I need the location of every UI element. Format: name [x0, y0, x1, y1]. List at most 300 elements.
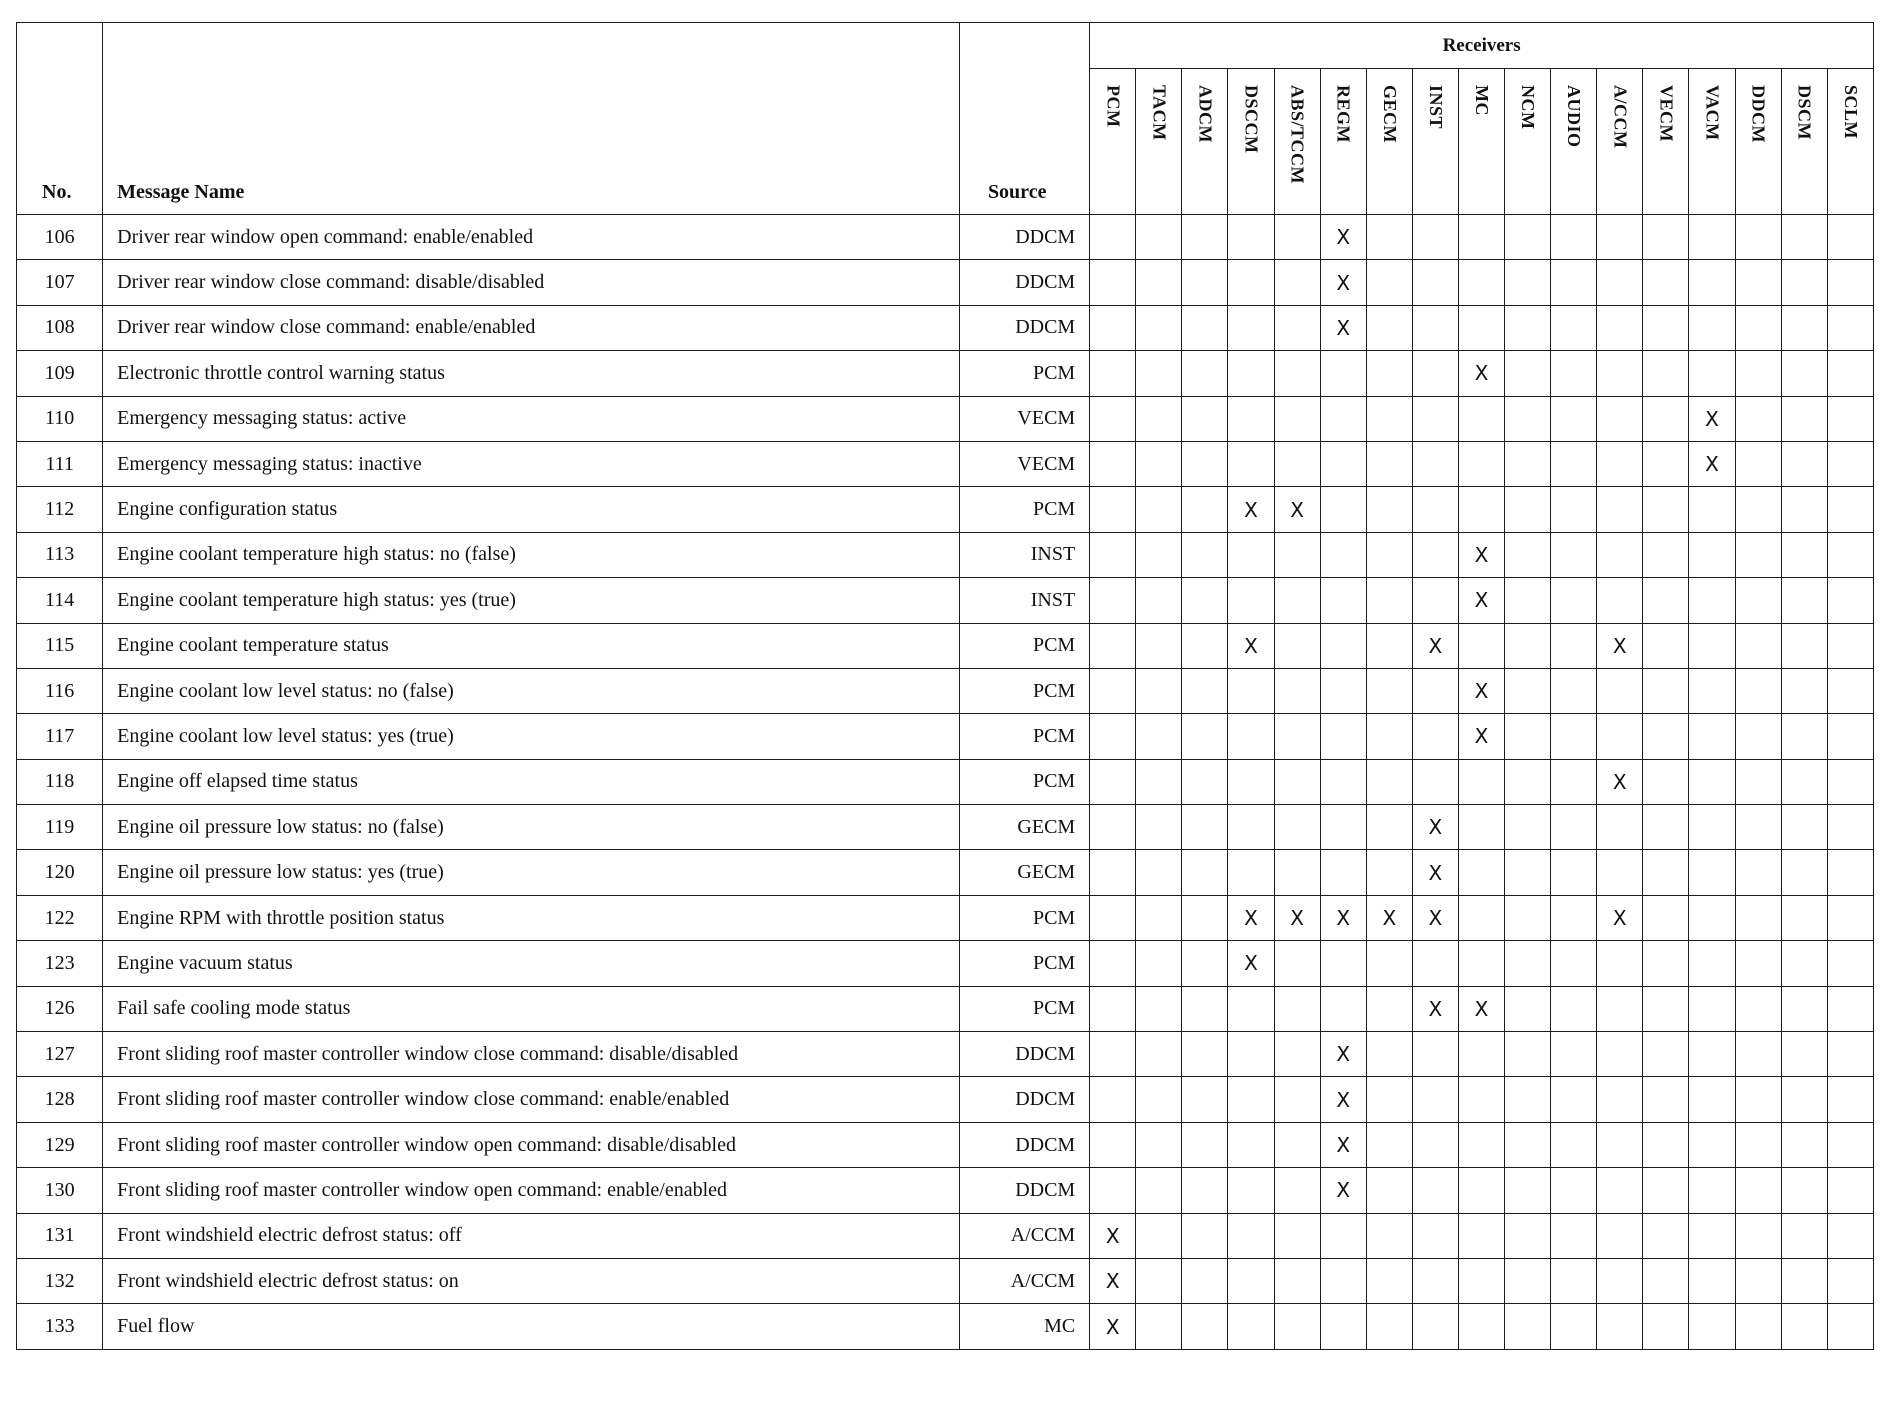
cell-receiver-mark	[1136, 1168, 1182, 1213]
cell-receiver-mark	[1505, 850, 1551, 895]
cell-receiver-mark	[1781, 1077, 1827, 1122]
cell-receiver-mark	[1551, 623, 1597, 668]
cell-source: DDCM	[959, 1122, 1089, 1167]
cell-receiver-mark	[1735, 668, 1781, 713]
cell-message-name: Engine coolant temperature high status: yes (true)	[103, 578, 960, 623]
cell-receiver-mark: X	[1320, 260, 1366, 305]
cell-receiver-mark	[1643, 623, 1689, 668]
cell-receiver-mark	[1366, 1304, 1412, 1349]
cell-receiver-mark	[1781, 396, 1827, 441]
cell-receiver-mark	[1551, 1213, 1597, 1258]
receiver-label: VACM	[1702, 85, 1723, 141]
cell-receiver-mark	[1136, 1122, 1182, 1167]
cell-receiver-mark	[1136, 668, 1182, 713]
cell-message-name: Front sliding roof master controller window open command: enable/enabled	[103, 1168, 960, 1213]
cell-source: GECM	[959, 850, 1089, 895]
cell-receiver-mark	[1643, 1032, 1689, 1077]
cell-receiver-mark	[1735, 805, 1781, 850]
cell-receiver-mark	[1505, 487, 1551, 532]
cell-receiver-mark	[1366, 487, 1412, 532]
cell-no: 110	[17, 396, 103, 441]
cell-receiver-mark	[1735, 215, 1781, 260]
cell-message-name: Engine oil pressure low status: no (false)	[103, 805, 960, 850]
cell-receiver-mark	[1505, 714, 1551, 759]
cell-receiver-mark	[1735, 351, 1781, 396]
cell-receiver-mark: X	[1458, 351, 1504, 396]
cell-receiver-mark	[1551, 1258, 1597, 1303]
receiver-label: TACM	[1149, 85, 1170, 141]
column-header-message-name: Message Name	[103, 23, 960, 215]
table-row	[17, 441, 1874, 486]
column-header-receiver	[1090, 69, 1136, 215]
cell-receiver-mark	[1735, 532, 1781, 577]
cell-receiver-mark	[1643, 1122, 1689, 1167]
cell-receiver-mark	[1274, 396, 1320, 441]
cell-receiver-mark	[1643, 1077, 1689, 1122]
cell-no: 117	[17, 714, 103, 759]
cell-receiver-mark	[1643, 714, 1689, 759]
cell-no: 122	[17, 895, 103, 940]
cell-receiver-mark	[1643, 215, 1689, 260]
cell-receiver-mark	[1274, 305, 1320, 350]
cell-receiver-mark	[1597, 1258, 1643, 1303]
cell-receiver-mark	[1274, 1258, 1320, 1303]
cell-receiver-mark	[1597, 668, 1643, 713]
cell-source: GECM	[959, 805, 1089, 850]
cell-source: VECM	[959, 441, 1089, 486]
table-row	[17, 623, 1874, 668]
cell-receiver-mark	[1505, 895, 1551, 940]
cell-receiver-mark	[1458, 941, 1504, 986]
cell-receiver-mark	[1182, 441, 1228, 486]
cell-receiver-mark: X	[1090, 1258, 1136, 1303]
cell-receiver-mark	[1735, 1213, 1781, 1258]
cell-no: 115	[17, 623, 103, 668]
table-row	[17, 260, 1874, 305]
cell-source: DDCM	[959, 1032, 1089, 1077]
cell-receiver-mark	[1182, 759, 1228, 804]
cell-receiver-mark	[1090, 260, 1136, 305]
cell-receiver-mark	[1827, 1077, 1873, 1122]
receiver-label-wrap	[1136, 69, 1181, 214]
cell-receiver-mark	[1505, 986, 1551, 1031]
cell-receiver-mark	[1551, 986, 1597, 1031]
cell-receiver-mark: X	[1320, 1122, 1366, 1167]
cell-receiver-mark: X	[1597, 759, 1643, 804]
cell-receiver-mark	[1274, 714, 1320, 759]
cell-message-name: Engine RPM with throttle position status	[103, 895, 960, 940]
cell-receiver-mark	[1505, 396, 1551, 441]
cell-receiver-mark	[1551, 487, 1597, 532]
cell-source: A/CCM	[959, 1258, 1089, 1303]
cell-receiver-mark	[1781, 1304, 1827, 1349]
cell-source: MC	[959, 1304, 1089, 1349]
cell-receiver-mark	[1274, 441, 1320, 486]
cell-no: 109	[17, 351, 103, 396]
cell-receiver-mark	[1320, 578, 1366, 623]
cell-receiver-mark	[1182, 260, 1228, 305]
cell-receiver-mark	[1090, 215, 1136, 260]
cell-receiver-mark	[1827, 578, 1873, 623]
cell-receiver-mark	[1597, 941, 1643, 986]
cell-receiver-mark	[1781, 215, 1827, 260]
receiver-label-wrap	[1689, 69, 1734, 214]
cell-receiver-mark	[1136, 1077, 1182, 1122]
cell-receiver-mark	[1090, 1168, 1136, 1213]
cell-receiver-mark	[1689, 986, 1735, 1031]
cell-receiver-mark	[1689, 578, 1735, 623]
cell-receiver-mark	[1320, 714, 1366, 759]
cell-receiver-mark	[1781, 895, 1827, 940]
cell-receiver-mark	[1320, 1213, 1366, 1258]
cell-receiver-mark	[1090, 441, 1136, 486]
cell-receiver-mark	[1182, 532, 1228, 577]
cell-receiver-mark	[1182, 1168, 1228, 1213]
cell-receiver-mark: X	[1320, 895, 1366, 940]
cell-receiver-mark	[1735, 1168, 1781, 1213]
cell-source: PCM	[959, 759, 1089, 804]
cell-receiver-mark	[1597, 260, 1643, 305]
cell-receiver-mark	[1827, 305, 1873, 350]
cell-receiver-mark	[1597, 1077, 1643, 1122]
cell-receiver-mark	[1182, 668, 1228, 713]
cell-receiver-mark	[1781, 1168, 1827, 1213]
cell-source: DDCM	[959, 215, 1089, 260]
cell-receiver-mark	[1182, 1032, 1228, 1077]
cell-message-name: Driver rear window close command: disable/disabled	[103, 260, 960, 305]
cell-receiver-mark	[1643, 1258, 1689, 1303]
cell-receiver-mark	[1320, 759, 1366, 804]
cell-receiver-mark	[1689, 351, 1735, 396]
cell-receiver-mark: X	[1458, 668, 1504, 713]
cell-message-name: Engine coolant temperature status	[103, 623, 960, 668]
cell-receiver-mark: X	[1458, 714, 1504, 759]
cell-receiver-mark	[1735, 305, 1781, 350]
cell-receiver-mark	[1228, 441, 1274, 486]
cell-source: PCM	[959, 941, 1089, 986]
table-row	[17, 1258, 1874, 1303]
cell-receiver-mark	[1274, 1077, 1320, 1122]
cell-receiver-mark	[1643, 1304, 1689, 1349]
column-header-source: Source	[959, 23, 1089, 215]
cell-receiver-mark	[1551, 668, 1597, 713]
cell-receiver-mark	[1366, 1213, 1412, 1258]
cell-receiver-mark	[1827, 941, 1873, 986]
cell-receiver-mark	[1366, 714, 1412, 759]
cell-receiver-mark	[1827, 1122, 1873, 1167]
cell-receiver-mark	[1735, 487, 1781, 532]
cell-receiver-mark	[1412, 1077, 1458, 1122]
cell-receiver-mark	[1689, 623, 1735, 668]
cell-no: 106	[17, 215, 103, 260]
cell-receiver-mark	[1366, 215, 1412, 260]
cell-receiver-mark: X	[1090, 1304, 1136, 1349]
cell-receiver-mark	[1228, 1168, 1274, 1213]
cell-receiver-mark	[1366, 668, 1412, 713]
cell-receiver-mark	[1136, 1032, 1182, 1077]
cell-receiver-mark	[1274, 1032, 1320, 1077]
cell-receiver-mark	[1136, 759, 1182, 804]
cell-receiver-mark	[1781, 1122, 1827, 1167]
cell-no: 132	[17, 1258, 103, 1303]
cell-receiver-mark	[1412, 759, 1458, 804]
cell-receiver-mark	[1412, 668, 1458, 713]
cell-receiver-mark	[1274, 759, 1320, 804]
cell-receiver-mark	[1412, 1213, 1458, 1258]
cell-receiver-mark	[1781, 305, 1827, 350]
cell-receiver-mark	[1597, 578, 1643, 623]
cell-receiver-mark	[1827, 215, 1873, 260]
cell-receiver-mark: X	[1228, 487, 1274, 532]
cell-receiver-mark	[1136, 895, 1182, 940]
cell-no: 113	[17, 532, 103, 577]
receiver-label-wrap	[1090, 69, 1135, 214]
cell-receiver-mark	[1689, 1122, 1735, 1167]
cell-receiver-mark	[1458, 396, 1504, 441]
cell-receiver-mark	[1136, 941, 1182, 986]
cell-receiver-mark	[1458, 895, 1504, 940]
cell-source: DDCM	[959, 260, 1089, 305]
cell-receiver-mark: X	[1412, 623, 1458, 668]
cell-receiver-mark: X	[1689, 396, 1735, 441]
cell-receiver-mark	[1827, 1032, 1873, 1077]
cell-receiver-mark: X	[1320, 305, 1366, 350]
cell-no: 128	[17, 1077, 103, 1122]
cell-receiver-mark	[1643, 759, 1689, 804]
cell-receiver-mark: X	[1597, 623, 1643, 668]
cell-receiver-mark	[1827, 850, 1873, 895]
cell-receiver-mark	[1735, 1304, 1781, 1349]
cell-receiver-mark	[1781, 805, 1827, 850]
table-row	[17, 714, 1874, 759]
cell-receiver-mark: X	[1366, 895, 1412, 940]
cell-receiver-mark	[1689, 805, 1735, 850]
cell-receiver-mark	[1551, 441, 1597, 486]
cell-receiver-mark	[1827, 1258, 1873, 1303]
cell-receiver-mark	[1228, 759, 1274, 804]
cell-receiver-mark	[1228, 850, 1274, 895]
cell-receiver-mark	[1551, 215, 1597, 260]
cell-receiver-mark	[1182, 578, 1228, 623]
cell-receiver-mark	[1689, 215, 1735, 260]
cell-receiver-mark	[1505, 668, 1551, 713]
cell-receiver-mark	[1412, 1168, 1458, 1213]
cell-receiver-mark	[1182, 1213, 1228, 1258]
cell-receiver-mark	[1689, 668, 1735, 713]
cell-receiver-mark	[1827, 714, 1873, 759]
cell-receiver-mark	[1735, 895, 1781, 940]
cell-receiver-mark	[1689, 305, 1735, 350]
cell-receiver-mark: X	[1412, 986, 1458, 1031]
cell-receiver-mark	[1182, 1077, 1228, 1122]
table-row	[17, 850, 1874, 895]
cell-receiver-mark	[1597, 1168, 1643, 1213]
cell-receiver-mark	[1090, 351, 1136, 396]
cell-receiver-mark	[1090, 941, 1136, 986]
cell-receiver-mark	[1228, 986, 1274, 1031]
cell-receiver-mark	[1182, 895, 1228, 940]
cell-receiver-mark	[1735, 1077, 1781, 1122]
cell-receiver-mark	[1366, 1258, 1412, 1303]
cell-receiver-mark: X	[1320, 1032, 1366, 1077]
cell-receiver-mark	[1090, 668, 1136, 713]
table-row	[17, 532, 1874, 577]
cell-receiver-mark: X	[1458, 578, 1504, 623]
column-header-receiver	[1228, 69, 1274, 215]
receiver-label-wrap	[1643, 69, 1688, 214]
cell-receiver-mark	[1228, 714, 1274, 759]
cell-receiver-mark	[1597, 215, 1643, 260]
cell-receiver-mark	[1689, 895, 1735, 940]
cell-no: 123	[17, 941, 103, 986]
cell-source: INST	[959, 532, 1089, 577]
cell-receiver-mark	[1505, 351, 1551, 396]
column-header-receiver	[1412, 69, 1458, 215]
cell-receiver-mark	[1781, 351, 1827, 396]
cell-receiver-mark	[1505, 532, 1551, 577]
table-row	[17, 895, 1874, 940]
column-header-receiver	[1735, 69, 1781, 215]
cell-receiver-mark	[1781, 759, 1827, 804]
cell-receiver-mark	[1551, 805, 1597, 850]
cell-no: 130	[17, 1168, 103, 1213]
column-header-no: No.	[17, 23, 103, 215]
cell-receiver-mark	[1597, 850, 1643, 895]
receiver-label: GECM	[1379, 85, 1400, 143]
column-header-receiver	[1274, 69, 1320, 215]
cell-receiver-mark	[1781, 260, 1827, 305]
cell-receiver-mark	[1136, 1304, 1182, 1349]
cell-receiver-mark	[1643, 1213, 1689, 1258]
cell-receiver-mark	[1781, 714, 1827, 759]
cell-receiver-mark	[1689, 1213, 1735, 1258]
cell-receiver-mark: X	[1274, 895, 1320, 940]
cell-receiver-mark	[1689, 1304, 1735, 1349]
cell-message-name: Front windshield electric defrost status: on	[103, 1258, 960, 1303]
column-group-receivers: Receivers	[1090, 23, 1874, 69]
cell-receiver-mark	[1412, 941, 1458, 986]
cell-receiver-mark	[1689, 850, 1735, 895]
cell-receiver-mark	[1228, 668, 1274, 713]
cell-receiver-mark	[1781, 532, 1827, 577]
cell-message-name: Engine coolant low level status: no (false)	[103, 668, 960, 713]
cell-receiver-mark	[1412, 714, 1458, 759]
cell-message-name: Emergency messaging status: active	[103, 396, 960, 441]
cell-receiver-mark	[1182, 623, 1228, 668]
receiver-label-wrap	[1782, 69, 1827, 214]
cell-receiver-mark	[1551, 305, 1597, 350]
cell-receiver-mark	[1781, 850, 1827, 895]
cell-source: VECM	[959, 396, 1089, 441]
cell-receiver-mark	[1551, 351, 1597, 396]
cell-source: PCM	[959, 351, 1089, 396]
receiver-label: DSCCM	[1241, 85, 1262, 154]
cell-receiver-mark	[1781, 1213, 1827, 1258]
cell-receiver-mark	[1458, 1077, 1504, 1122]
cell-receiver-mark	[1274, 215, 1320, 260]
cell-receiver-mark	[1090, 850, 1136, 895]
cell-receiver-mark	[1735, 578, 1781, 623]
cell-receiver-mark	[1689, 1258, 1735, 1303]
receiver-label-wrap	[1736, 69, 1781, 214]
cell-no: 116	[17, 668, 103, 713]
cell-receiver-mark	[1689, 487, 1735, 532]
cell-receiver-mark	[1412, 305, 1458, 350]
cell-receiver-mark	[1136, 1258, 1182, 1303]
column-header-receiver	[1827, 69, 1873, 215]
cell-message-name: Driver rear window close command: enable/enabled	[103, 305, 960, 350]
cell-receiver-mark	[1366, 850, 1412, 895]
column-header-receiver	[1505, 69, 1551, 215]
cell-receiver-mark	[1643, 532, 1689, 577]
cell-receiver-mark	[1827, 623, 1873, 668]
table-row	[17, 1077, 1874, 1122]
cell-receiver-mark: X	[1412, 895, 1458, 940]
cell-message-name: Emergency messaging status: inactive	[103, 441, 960, 486]
cell-receiver-mark	[1781, 578, 1827, 623]
cell-no: 112	[17, 487, 103, 532]
cell-receiver-mark	[1643, 487, 1689, 532]
cell-receiver-mark	[1228, 396, 1274, 441]
cell-receiver-mark	[1274, 805, 1320, 850]
cell-receiver-mark	[1458, 623, 1504, 668]
cell-receiver-mark	[1274, 941, 1320, 986]
cell-receiver-mark	[1412, 441, 1458, 486]
table-row	[17, 986, 1874, 1031]
cell-receiver-mark	[1458, 487, 1504, 532]
cell-receiver-mark	[1781, 441, 1827, 486]
receiver-label: VECM	[1656, 85, 1677, 142]
cell-receiver-mark	[1412, 532, 1458, 577]
cell-message-name: Engine off elapsed time status	[103, 759, 960, 804]
cell-receiver-mark	[1597, 1304, 1643, 1349]
cell-receiver-mark	[1136, 305, 1182, 350]
cell-receiver-mark	[1551, 1122, 1597, 1167]
column-header-receiver	[1366, 69, 1412, 215]
cell-receiver-mark: X	[1320, 215, 1366, 260]
receiver-label-wrap	[1321, 69, 1366, 214]
column-header-receiver	[1551, 69, 1597, 215]
cell-receiver-mark	[1458, 805, 1504, 850]
cell-source: PCM	[959, 714, 1089, 759]
cell-receiver-mark	[1320, 623, 1366, 668]
cell-receiver-mark	[1320, 396, 1366, 441]
cell-receiver-mark	[1781, 986, 1827, 1031]
cell-receiver-mark	[1366, 805, 1412, 850]
cell-message-name: Front windshield electric defrost status: off	[103, 1213, 960, 1258]
cell-receiver-mark	[1136, 487, 1182, 532]
table-row	[17, 578, 1874, 623]
cell-receiver-mark	[1597, 305, 1643, 350]
cell-receiver-mark	[1320, 532, 1366, 577]
cell-receiver-mark	[1643, 668, 1689, 713]
table-row	[17, 941, 1874, 986]
cell-receiver-mark: X	[1228, 941, 1274, 986]
cell-no: 131	[17, 1213, 103, 1258]
cell-receiver-mark	[1597, 1032, 1643, 1077]
cell-receiver-mark	[1827, 986, 1873, 1031]
cell-receiver-mark	[1136, 850, 1182, 895]
cell-receiver-mark	[1182, 351, 1228, 396]
cell-receiver-mark	[1182, 487, 1228, 532]
receiver-label-wrap	[1597, 69, 1642, 214]
cell-receiver-mark	[1781, 1032, 1827, 1077]
cell-receiver-mark	[1735, 850, 1781, 895]
cell-receiver-mark	[1458, 260, 1504, 305]
receiver-label: DDCM	[1748, 85, 1769, 143]
cell-receiver-mark	[1366, 396, 1412, 441]
cell-receiver-mark	[1090, 714, 1136, 759]
